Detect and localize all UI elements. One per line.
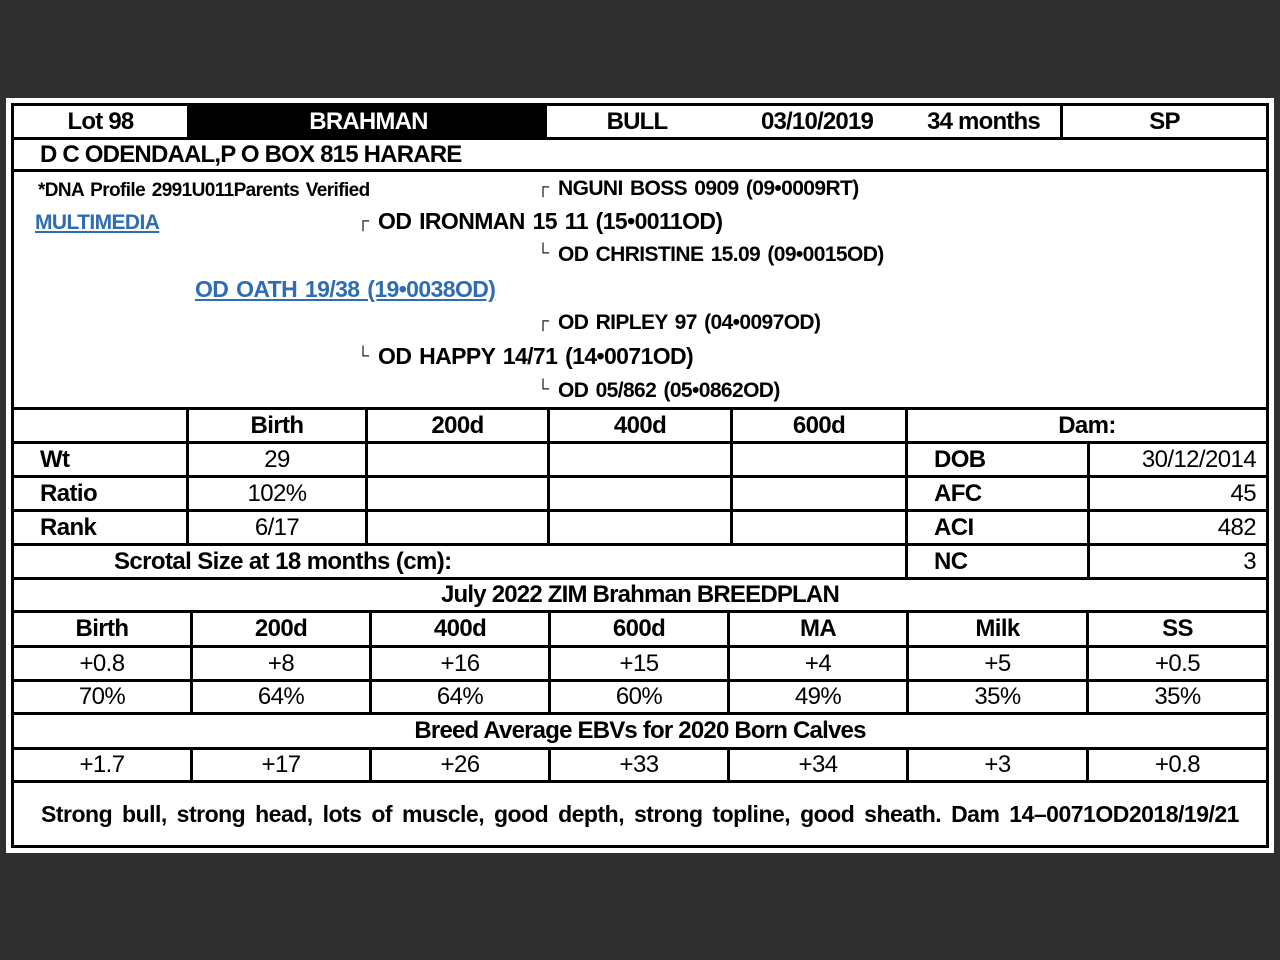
ebv-accuracy: 35% (1089, 682, 1266, 712)
age-label: 34 months (927, 107, 1040, 135)
growth-cell: 29 (189, 444, 365, 475)
status-code: SP (1060, 106, 1266, 137)
pedigree-sire-dam-name: OD CHRISTINE 15.09 (09•0015OD) (558, 243, 884, 266)
growth-cell-empty (550, 444, 730, 475)
growth-col-400d: 400d (550, 410, 730, 441)
sale-comment: Strong bull, strong head, lots of muscle, good depth, strong topline, good sheath. Dam 14–0071OD2018/19/21 (41, 800, 1239, 827)
pedigree-sire-name: OD IRONMAN 15 11 (15•0011OD) (378, 208, 723, 234)
dam-row-value: 482 (1090, 512, 1266, 543)
ebv-table (14, 613, 1266, 715)
dam-row-label: AFC (908, 478, 1087, 509)
growth-dam-table (14, 410, 1266, 580)
ebv-col-header: 600d (551, 613, 727, 645)
pedigree-dam-dam-name: OD 05/862 (05•0862OD) (558, 379, 780, 402)
dam-row-label: ACI (908, 512, 1087, 543)
pedigree-sire-dam (537, 243, 884, 267)
breed-avg-value: +1.7 (14, 750, 190, 780)
lot-number: Lot 98 (14, 106, 190, 137)
dam-panel-title: Dam: (908, 410, 1266, 441)
growth-row-label: Ratio (14, 478, 186, 509)
breed-average-title: Breed Average EBVs for 2020 Born Calves (14, 715, 1266, 750)
pedigree-dam-dam (537, 379, 780, 403)
growth-cell-empty (368, 512, 547, 543)
breedplan-title: July 2022 ZIM Brahman BREEDPLAN (14, 580, 1266, 613)
ebv-value: +0.5 (1089, 648, 1266, 679)
growth-row-label: Wt (14, 444, 186, 475)
growth-row-label: Rank (14, 512, 186, 543)
pedigree-dam-sire-name: OD RIPLEY 97 (04•0097OD) (558, 311, 821, 334)
ebv-accuracy: 49% (730, 682, 906, 712)
ebv-value: +15 (551, 648, 727, 679)
breed-avg-value: +17 (193, 750, 369, 780)
scrotal-size-label: Scrotal Size at 18 months (cm): (14, 546, 905, 577)
growth-cell-empty (733, 512, 905, 543)
growth-cell-empty (733, 444, 905, 475)
tree-branch-up-icon: ┌ (537, 177, 550, 196)
owner-line: D C ODENDAAL,P O BOX 815 HARARE (14, 140, 1266, 172)
ebv-value: +4 (730, 648, 906, 679)
multimedia-link[interactable]: MULTIMEDIA (35, 211, 160, 234)
animal-name-link[interactable]: OD OATH 19/38 (19•0038OD) (195, 276, 496, 302)
pedigree-dam (357, 343, 693, 370)
tree-branch-down-icon: └ (357, 346, 370, 365)
breed-avg-value: +3 (909, 750, 1086, 780)
pedigree-section (14, 172, 1266, 410)
breed-avg-value: +26 (372, 750, 548, 780)
sex-label: BULL (606, 107, 668, 135)
dam-row-value: 30/12/2014 (1090, 444, 1266, 475)
ebv-value: +5 (909, 648, 1086, 679)
ebv-col-header: 200d (193, 613, 369, 645)
growth-cell: 102% (189, 478, 365, 509)
pedigree-dam-name: OD HAPPY 14/71 (14•0071OD) (378, 343, 694, 369)
ebv-accuracy: 64% (372, 682, 548, 712)
growth-cell-empty (368, 478, 547, 509)
growth-cell-empty (550, 478, 730, 509)
header-row (14, 106, 1266, 140)
catalog-card (11, 103, 1269, 848)
pedigree-sire (357, 208, 722, 235)
growth-col-200d: 200d (368, 410, 547, 441)
tree-branch-down-icon: └ (537, 379, 550, 398)
dam-row-label: NC (908, 546, 1087, 577)
ebv-value: +8 (193, 648, 369, 679)
growth-cell: 6/17 (189, 512, 365, 543)
growth-col-birth: Birth (189, 410, 365, 441)
pedigree-sire-sire (537, 177, 859, 201)
ebv-accuracy: 64% (193, 682, 369, 712)
breed-avg-value: +33 (551, 750, 727, 780)
growth-cell-empty (368, 444, 547, 475)
dna-profile-line: *DNA Profile 2991U011Parents Verified (38, 180, 370, 201)
tree-branch-up-icon: ┌ (537, 311, 550, 330)
pedigree-dam-sire (537, 311, 820, 335)
ebv-col-header: SS (1089, 613, 1266, 645)
growth-corner-cell (14, 410, 186, 441)
breed-average-row (14, 750, 1266, 783)
ebv-value: +0.8 (14, 648, 190, 679)
growth-cell-empty (733, 478, 905, 509)
breed-band: BRAHMAN (190, 106, 547, 137)
growth-cell-empty (550, 512, 730, 543)
tree-branch-down-icon: └ (537, 243, 550, 262)
ebv-accuracy: 35% (909, 682, 1086, 712)
dam-row-label: DOB (908, 444, 1087, 475)
breed-avg-value: +34 (730, 750, 906, 780)
ebv-col-header: MA (730, 613, 906, 645)
breed-avg-value: +0.8 (1089, 750, 1266, 780)
tree-branch-up-icon: ┌ (357, 211, 370, 230)
ebv-accuracy: 60% (551, 682, 727, 712)
growth-col-600d: 600d (733, 410, 905, 441)
ebv-accuracy: 70% (14, 682, 190, 712)
ebv-col-header: 400d (372, 613, 548, 645)
ebv-col-header: Milk (909, 613, 1086, 645)
pedigree-sire-sire-name: NGUNI BOSS 0909 (09•0009RT) (558, 177, 859, 200)
birth-date: 03/10/2019 (760, 107, 874, 135)
ebv-col-header: Birth (14, 613, 190, 645)
dam-row-value: 45 (1090, 478, 1266, 509)
ebv-value: +16 (372, 648, 548, 679)
dam-row-value: 3 (1090, 546, 1266, 577)
